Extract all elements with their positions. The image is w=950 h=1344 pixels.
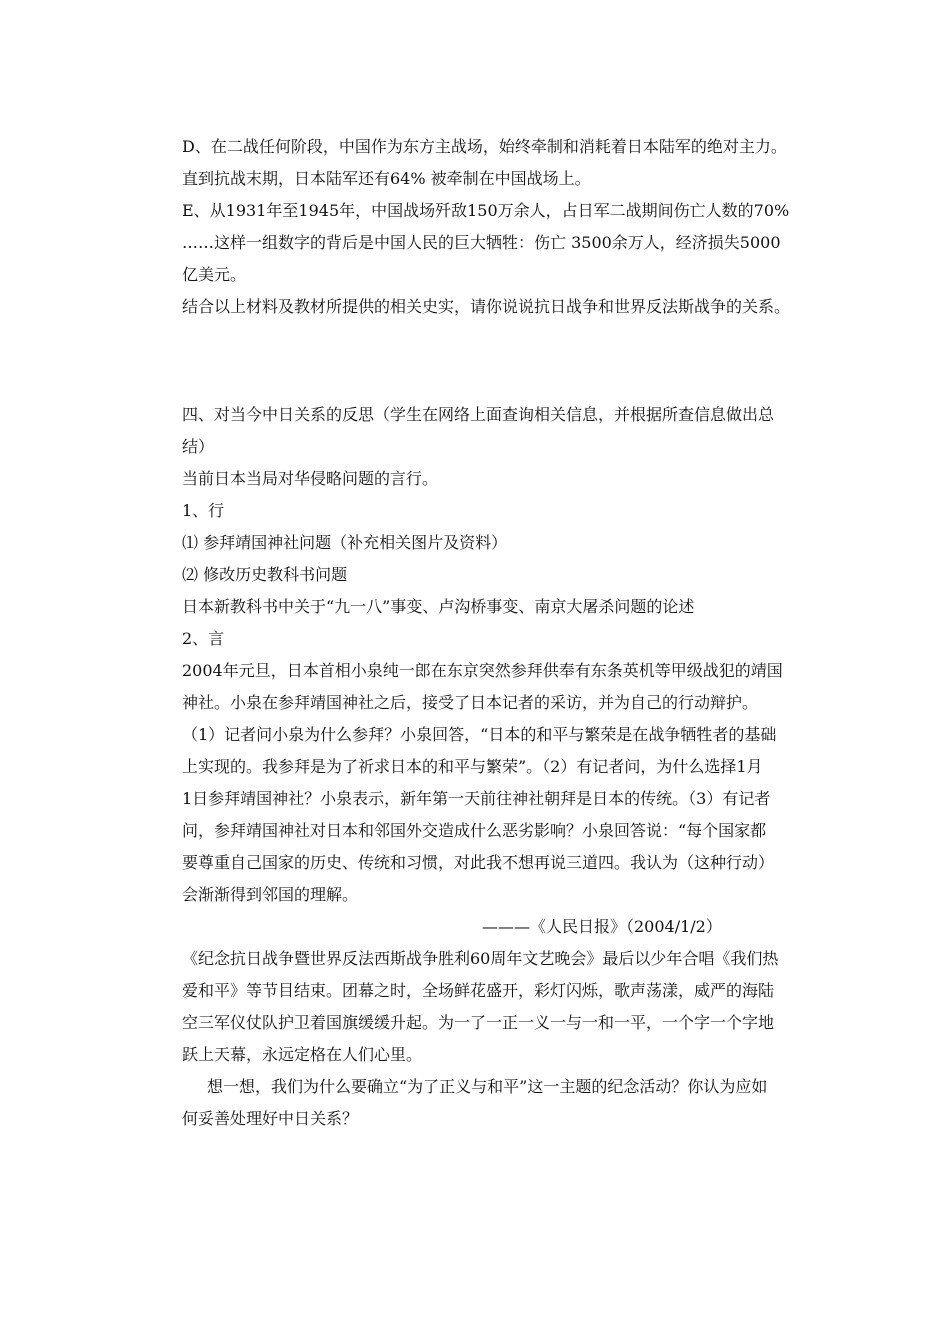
text-line: E、从1931年至1945年，中国战场歼敌150万余人，占日军二战期间伤亡人数的70% xyxy=(182,201,790,220)
text-line: 空三军仪仗队护卫着国旗缓缓升起。为一了一正一义一与一和一平，一个字一个字地 xyxy=(182,1013,775,1032)
text-line: ……这样一组数字的背后是中国人民的巨大牺牲：伤亡 3500余万人，经济损失5000 xyxy=(182,233,781,252)
text-line: 2004年元旦，日本首相小泉纯一郎在东京突然参拜供奉有东条英机等甲级战犯的靖国 xyxy=(182,661,783,680)
text-line: 问，参拜靖国神社对日本和邻国外交造成什么恶劣影响？小泉回答说：“每个国家都 xyxy=(182,821,767,840)
text-line: （1）记者问小泉为什么参拜？小泉回答，“日本的和平与繁荣是在战争牺牲者的基础 xyxy=(182,725,777,744)
question-line: 何妥善处理好中日关系？ xyxy=(182,1109,359,1128)
subheading: 1、行 xyxy=(182,501,225,520)
text-line: 跃上天幕，永远定格在人们心里。 xyxy=(182,1045,423,1064)
text-line: 当前日本当局对华侵略问题的言行。 xyxy=(182,469,439,488)
section-title: 结） xyxy=(182,437,215,456)
text-line: 1日参拜靖国神社？小泉表示，新年第一天前往神社朝拜是日本的传统。（3）有记者 xyxy=(182,789,771,808)
subheading: 2、言 xyxy=(182,629,225,648)
text-line: D、在二战任何阶段，中国作为东方主战场，始终牵制和消耗着日本陆军的绝对主力。 xyxy=(182,137,787,156)
text-line: 亿美元。 xyxy=(182,265,247,284)
text-line: 爱和平》等节目结束。团幕之时，全场鲜花盛开，彩灯闪烁，歌声荡漾，威严的海陆 xyxy=(182,981,775,1000)
text-line: 日本新教科书中关于“九一八”事变、卢沟桥事变、南京大屠杀问题的论述 xyxy=(182,597,695,616)
list-item: ⑵ 修改历史教科书问题 xyxy=(182,565,348,584)
text-line: 会渐渐得到邻国的理解。 xyxy=(182,885,359,904)
list-item: ⑴ 参拜靖国神社问题（补充相关图片及资料） xyxy=(182,533,508,552)
question-line: 想一想，我们为什么要确立“为了正义与和平”这一主题的纪念活动？你认为应如 xyxy=(207,1077,768,1096)
text-line: 要尊重自己国家的历史、传统和习惯，对此我不想再说三道四。我认为（这种行动） xyxy=(182,853,775,872)
section-title: 四、对当今中日关系的反思（学生在网络上面查询相关信息，并根据所查信息做出总 xyxy=(182,405,775,424)
text-line: 《纪念抗日战争暨世界反法西斯战争胜利60周年文艺晚会》最后以少年合唱《我们热 xyxy=(182,949,779,968)
text-line: 直到抗战末期，日本陆军还有64% 被牵制在中国战场上。 xyxy=(182,169,591,188)
source-citation: ———《人民日报》（2004/1/2） xyxy=(482,917,722,936)
text-line: 上实现的。我参拜是为了祈求日本的和平与繁荣”。（2）有记者问，为什么选择1月 xyxy=(182,757,763,776)
question-line: 结合以上材料及教材所提供的相关史实，请你说说抗日战争和世界反法斯战争的关系。 xyxy=(182,297,791,316)
text-line: 神社。小泉在参拜靖国神社之后，接受了日本记者的采访，并为自己的行动辩护。 xyxy=(182,693,759,712)
